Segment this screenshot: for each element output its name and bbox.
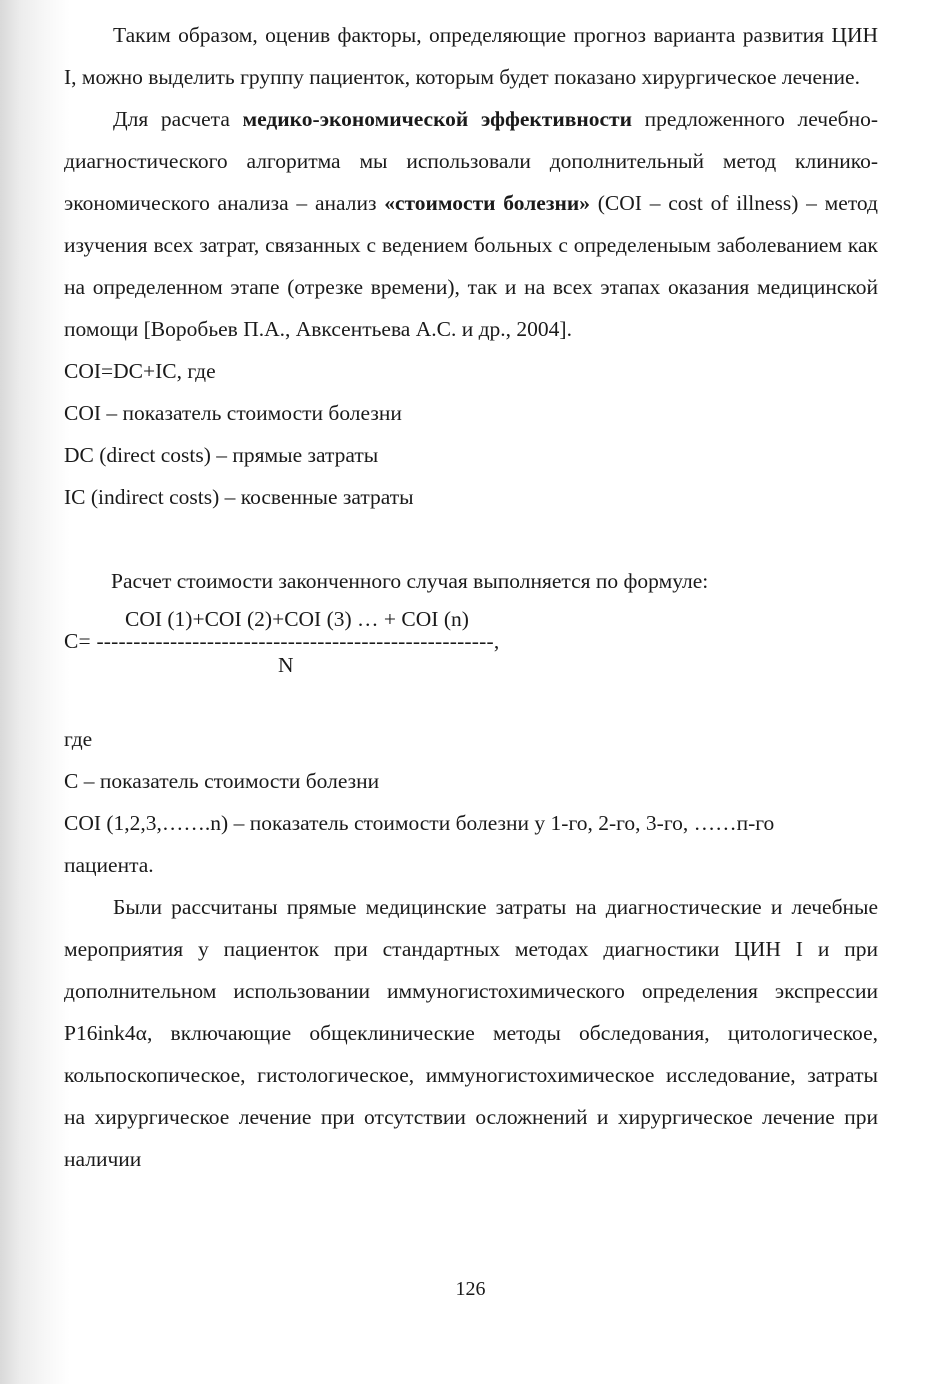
bold-term-efficiency: медико-экономической эффективности [242, 107, 632, 131]
page-number: 126 [455, 1278, 486, 1300]
where-line: COI (1,2,3,…….n) – показатель стоимости болезни у 1-го, 2-го, 3-го, ……п-го [64, 811, 775, 835]
scan-edge-shadow [0, 0, 70, 1384]
bold-term-cost-of-illness: «стоимости болезни» [384, 191, 590, 215]
document-page [64, 14, 878, 1180]
formula [64, 602, 878, 682]
formula-intro: Расчет стоимости законченного случая выполняется по формуле: [111, 569, 709, 593]
where-block [64, 718, 878, 886]
formula-denominator: N [278, 653, 294, 677]
formula-fraction-line: C= ------------------------------------------------------, [64, 629, 500, 653]
paragraph-prognosis: Таким образом, оценив факторы, определяющие прогноз варианта развития ЦИН I, можно выделить группу пациенток, которым будет показано хирургическое лечение. [64, 23, 878, 89]
definition-line: IC (indirect costs) – косвенные затраты [64, 485, 414, 509]
definition-line: COI=DC+IC, где [64, 359, 216, 383]
where-line: C – показатель стоимости болезни [64, 769, 380, 793]
paragraph-text: предложенного лечебно-диагностического алгоритма мы использовали дополнительный метод клинико-экономического анализа – анализ [64, 107, 878, 215]
paragraph-text: (COI – cost of illness) – метод изучения всех затрат, связанных с ведением больных с определеныым заболеванием как на определенном этапе (отрезке времени), так и на всех этапах оказания медицинской помощи [Воробьев П.А., Авксентьева А.С. и др., 2004]. [64, 191, 878, 341]
paragraph-cost-of-illness [64, 98, 878, 350]
formula-numerator: COI (1)+COI (2)+COI (3) … + COI (n) [125, 607, 469, 631]
where-line: где [64, 727, 93, 751]
where-line: пациента. [64, 853, 154, 877]
paragraph-direct-costs: Были рассчитаны прямые медицинские затраты на диагностические и лечебные мероприятия у пациенток при стандартных методах диагностики ЦИН I и при дополнительном использовании иммуногистохимического определения экспрессии P16ink4α, включающие общеклинические методы обследования, цитологическое, кольпоскопическое, гистологическое, иммуногистохимическое исследование, затраты на хирургическое лечение при отсутствии осложнений и хирургическое лечение при наличии [64, 895, 878, 1171]
paragraph-text: Для расчета [113, 107, 243, 131]
definition-line: COI – показатель стоимости болезни [64, 401, 402, 425]
definition-line: DC (direct costs) – прямые затраты [64, 443, 379, 467]
